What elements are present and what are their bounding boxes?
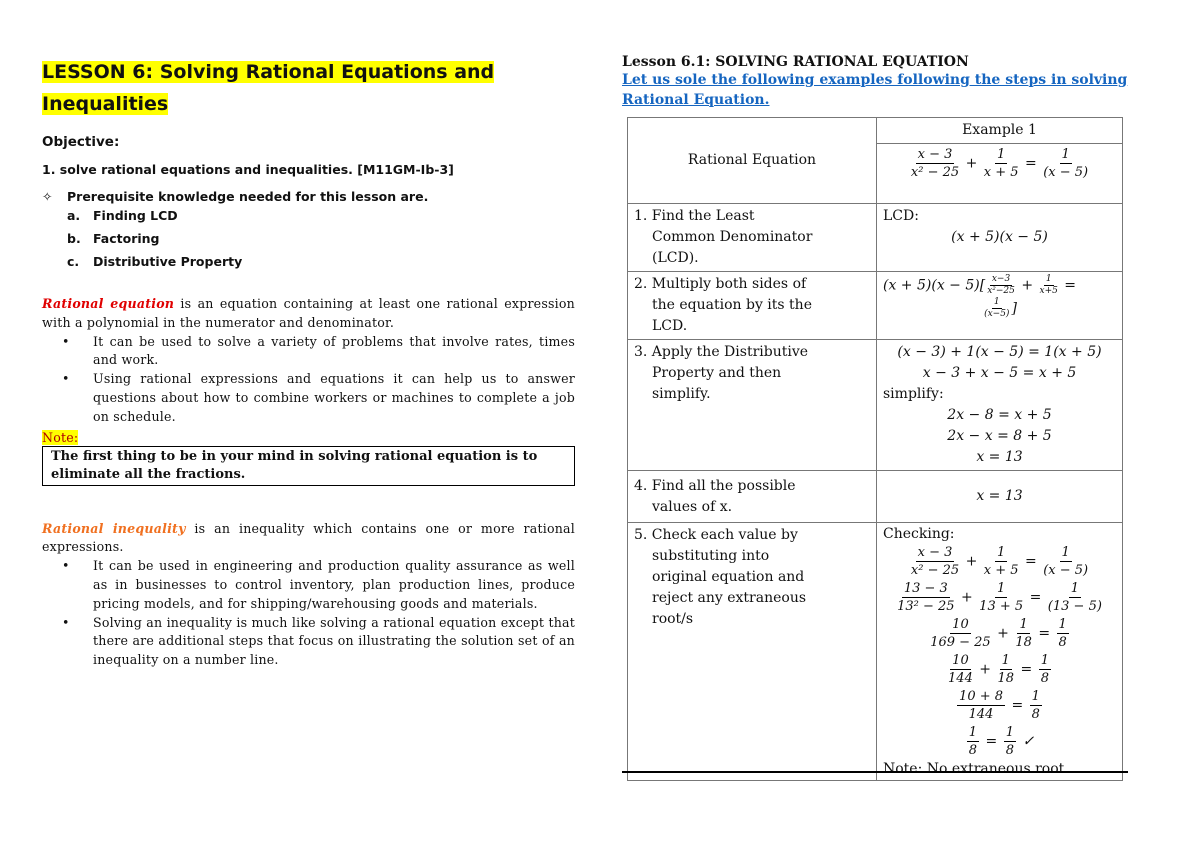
values-cell: x = 13 [877,471,1123,523]
fraction [1057,616,1069,651]
check-line [883,688,1116,723]
math-line: x − 3 + x − 5 = x + 5 [922,365,1077,381]
prereq-item: a. Finding LCD [67,208,178,223]
numerator: 10 + 8 [959,689,1004,704]
denominator: 18 [1015,635,1032,650]
math-text: + [992,625,1014,642]
distribute-cell: (x − 3) + 1(x − 5) = 1(x + 5) x − 3 + x − 5 = x + 5 simplify: 2x − 8 = x + 5 2x − x = 8 + 5 x = 13 [877,340,1123,471]
check-line [883,616,1116,651]
fraction [984,544,1019,579]
step-1: 1. Find the Least Common Denominator (LCD). [628,204,877,272]
example-label: Example 1 [877,118,1123,144]
fraction [1040,274,1058,297]
fraction [984,297,1009,320]
numerator: 10 [952,617,969,632]
fraction [948,652,973,687]
fraction [1043,544,1088,579]
fraction [911,146,959,181]
intro-link-text: Let us sole the following examples following the steps in solving Rational Equation. [622,72,1128,108]
math-text: ] [1011,300,1017,317]
denominator: (x − 5) [1043,165,1089,180]
sparkle-bullet-icon: ✧ [42,189,53,204]
numerator: 13 − 3 [903,581,948,596]
multiply-cell [877,272,1123,340]
lesson-title: LESSON 6: Solving Rational Equations and Inequalities [42,61,495,115]
fraction [984,146,1019,181]
denominator: 8 [968,743,978,758]
denominator: 18 [997,671,1015,686]
math-line: x = 13 [976,449,1023,465]
math-text: + [956,589,978,606]
math-text: (x + 5)(x − 5)[ [883,277,986,294]
objective-1: 1. solve rational equations and inequalities. [M11GM-Ib-3] [42,162,454,177]
check-line [883,580,1116,615]
note-label: Note: [42,429,79,445]
denominator: x+5 [1039,286,1058,296]
denominator: x + 5 [983,563,1019,578]
numerator: 1 [1061,147,1070,162]
denominator: 8 [1005,743,1014,758]
rational-equation-bullets [42,333,575,427]
math-text: = [1025,589,1046,606]
numerator: x−3 [991,274,1011,284]
header-rational-equation: Rational Equation [628,118,877,204]
step-5: 5. Check each value by substituting into original equation and reject any extraneous root/s [628,523,877,781]
math-text: + [961,553,982,570]
math-text: + [961,155,982,172]
fraction [1004,724,1016,759]
fraction [957,688,1005,723]
numerator: x − 3 [917,545,953,560]
prereq-item: c. Distributive Property [67,254,243,269]
math-text: = [1020,155,1042,172]
denominator: x + 5 [983,165,1019,180]
bullet-item: • It can be used to solve a variety of problems that involve rates, times and work. [42,333,575,371]
rational-inequality-bullets [42,557,575,670]
step-4: 4. Find all the possible values of x. [628,471,877,523]
denominator: 8 [1058,635,1067,650]
right-column [622,54,1130,110]
math-text: + [1016,277,1038,294]
numerator: 1 [997,147,1006,162]
bottom-rule [622,771,1128,773]
denominator: x² − 25 [910,165,960,180]
checking-cell: Checking: $\frac{x - 3}{\text{x² − 25}}$ + $\frac{1}{x + 5}$ = $\frac{1}{(x - 5)}$ $\frac{13 - 3}{\text{13² − 25}}$ + $\frac{1}{13 + 5}$ = $\frac{1}{(13 - 5)}$ $\frac{10}{169 - 25}$ + $\frac{1}{18}$ = $\frac{1}{8}$ $\frac{10}{144}$ + $\frac{1}{18}$ = $\frac{1}{8}$ $\frac{10 + 8}{144}$ = $\frac{1}{8}$ $\frac{1}{8}$ = $\frac{1}{8}$ ✓ Note: No extraneous root [877,523,1123,781]
denominator: 144 [968,707,994,722]
fraction [979,580,1023,615]
fraction [1039,652,1051,687]
denominator: x²−25 [987,286,1015,296]
denominator: x² − 25 [910,563,960,578]
denominator: (13 − 5) [1047,599,1102,614]
fraction [1043,146,1088,181]
step-3: 3. Apply the Distributive Property and then simplify. [628,340,877,471]
fraction [897,580,954,615]
fraction [987,274,1015,297]
denominator: 13² − 25 [897,599,955,614]
bullet-icon: • [62,371,70,387]
prereq-item: b. Factoring [67,231,160,246]
rational-inequality-def: Rational inequality is an inequality which contains one or more rational expressions. [42,520,575,555]
numerator: 10 [952,653,969,668]
left-column [42,56,575,670]
denominator: 169 − 25 [930,635,991,650]
numerator: 1 [1031,689,1040,704]
denominator: 8 [1040,671,1049,686]
math-line: (x − 3) + 1(x − 5) = 1(x + 5) [897,344,1102,360]
denominator: (x − 5) [1043,563,1089,578]
note-box: The first thing to be in your mind in solving rational equation is to eliminate all the fractions. [42,446,575,486]
bullet-icon: • [62,614,70,630]
math-text: = [1059,277,1077,294]
fraction [1015,616,1032,651]
numerator: 1 [1005,725,1014,740]
numerator: 1 [993,297,1000,307]
check-line [883,724,1116,759]
example-equation [877,144,1123,204]
fraction [1048,580,1102,615]
fraction [1030,688,1042,723]
numerator: 1 [1040,653,1049,668]
numerator: 1 [1070,581,1079,596]
math-text: = [1033,625,1055,642]
bullet-icon: • [62,333,70,349]
bullet-item: • Using rational expressions and equations it can help us to answer questions about how to combine workers or machines to complete a job on schedule. [42,370,575,426]
lcd-cell: LCD: (x + 5)(x − 5) [877,204,1123,272]
numerator: 1 [1045,274,1052,284]
math-line: 2x − x = 8 + 5 [947,428,1052,444]
denominator: 13 + 5 [979,599,1024,614]
numerator: 1 [968,725,978,740]
denominator: 8 [1031,707,1040,722]
check-line [883,544,1116,579]
numerator: 1 [1001,653,1010,668]
math-text: + [974,661,996,678]
step-2: 2. Multiply both sides of the equation by its the LCD. [628,272,877,340]
math-text: = [981,733,1002,750]
numerator: 1 [997,545,1006,560]
fraction [967,724,979,759]
prereq-list [42,204,575,273]
numerator: 1 [1019,617,1028,632]
math-text: = [1020,553,1042,570]
bullet-item: • It can be used in engineering and production quality assurance as well as in businesses to control inventory, plan production lines, produce pricing models, and for shipping/warehousing goods and materials. [42,557,575,613]
bullet-icon: • [62,558,70,574]
numerator: 1 [1061,545,1070,560]
objective-label: Objective: [42,134,120,150]
math-text: ✓ [1018,733,1035,750]
math-text: = [1016,661,1037,678]
numerator: x − 3 [917,147,953,162]
denominator: 144 [948,671,973,686]
math-text: = [1007,697,1028,714]
prereq: ✧ Prerequisite knowledge needed for this lesson are. [42,189,429,204]
numerator: 1 [997,581,1006,596]
denominator: (x−5) [984,309,1010,319]
lesson-6-1-title: Lesson 6.1: SOLVING RATIONAL EQUATION [622,54,969,70]
fraction [930,616,991,651]
math-line: 2x − 8 = x + 5 [947,407,1052,423]
bullet-item: • Solving an inequality is much like solving a rational equation except that there are additional steps that focus on illustrating the solution set of an inequality on a number line. [42,614,575,670]
fraction [911,544,959,579]
rational-equation-def: Rational equation is an equation containing at least one rational expression with a polynomial in the numerator and denominator. [42,296,575,330]
numerator: 1 [1058,617,1067,632]
fraction [998,652,1015,687]
check-line [883,652,1116,687]
steps-table [627,117,1123,781]
